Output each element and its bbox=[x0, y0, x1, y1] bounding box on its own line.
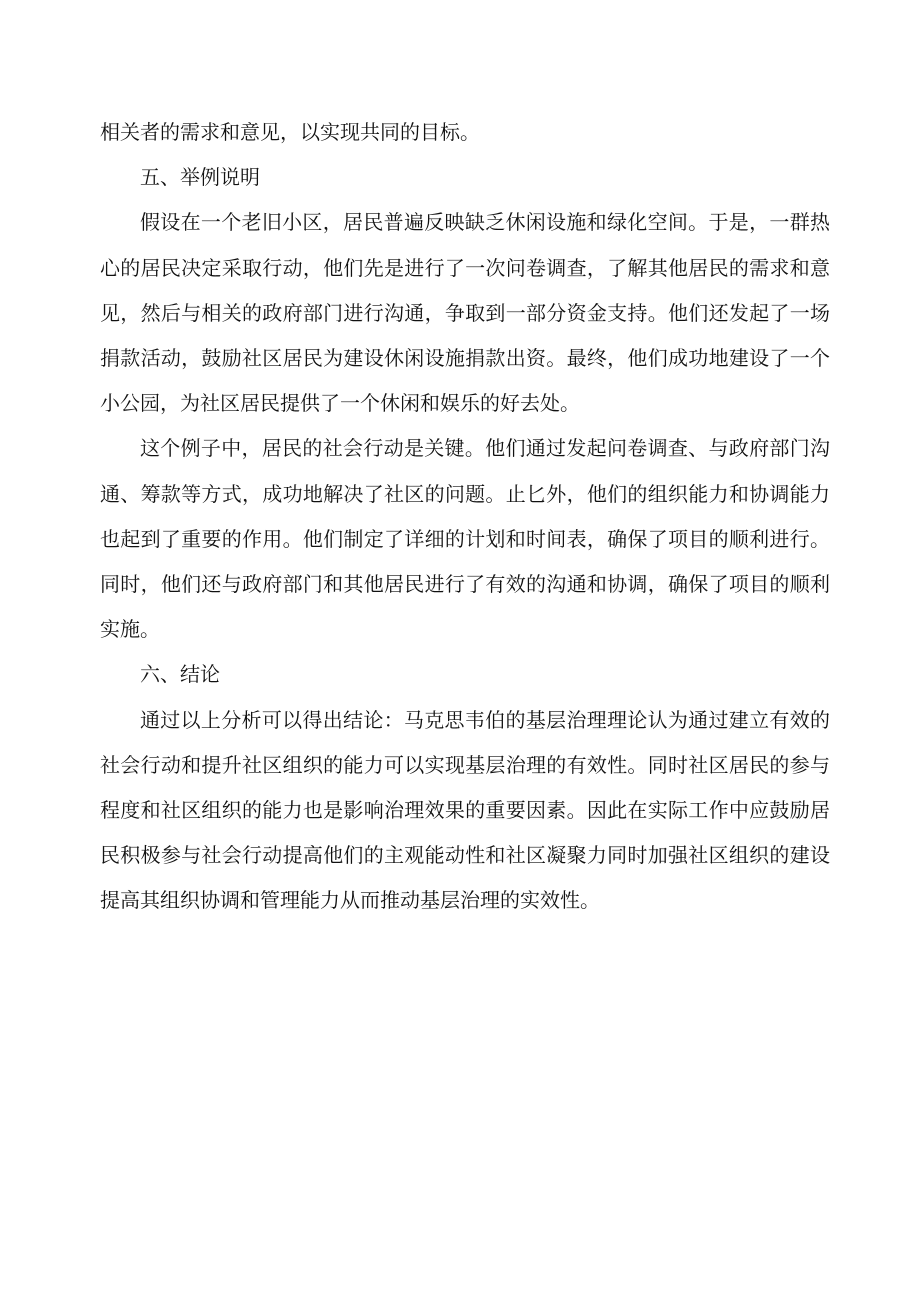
paragraph-example-analysis: 这个例子中，居民的社会行动是关键。他们通过发起问卷调查、与政府部门沟通、筹款等方式，成功地解决了社区的问题。止匕外，他们的组织能力和协调能力也起到了重要的作用。他们制定了详细的计划和时间表，确保了项目的顺利进行。同时，他们还与政府部门和其他居民进行了有效的沟通和协调，确保了项目的顺利实施。 bbox=[100, 436, 830, 642]
document-body bbox=[100, 110, 830, 924]
section-heading-conclusion: 六、结论 bbox=[140, 662, 220, 687]
paragraph-example-scenario: 假设在一个老旧小区，居民普遍反映缺乏休闲设施和绿化空间。于是，一群热心的居民决定采取行动，他们先是进行了一次问卷调查，了解其他居民的需求和意见，然后与相关的政府部门进行沟通，争取到一部分资金支持。他们还发起了一场捐款活动，鼓励社区居民为建设休闲设施捐款出资。最终，他们成功地建设了一个小公园，为社区居民提供了一个休闲和娱乐的好去处。 bbox=[100, 210, 830, 416]
paragraph-continuation: 相关者的需求和意见，以实现共同的目标。 bbox=[100, 120, 480, 144]
section-heading-example: 五、举例说明 bbox=[140, 165, 260, 190]
paragraph-conclusion: 通过以上分析可以得出结论：马克思韦伯的基层治理理论认为通过建立有效的社会行动和提升社区组织的能力可以实现基层治理的有效性。同时社区居民的参与程度和社区组织的能力也是影响治理效果的重要因素。因此在实际工作中应鼓励居民积极参与社会行动提高他们的主观能动性和社区凝聚力同时加强社区组织的建设提高其组织协调和管理能力从而推动基层治理的实效性。 bbox=[100, 707, 830, 913]
